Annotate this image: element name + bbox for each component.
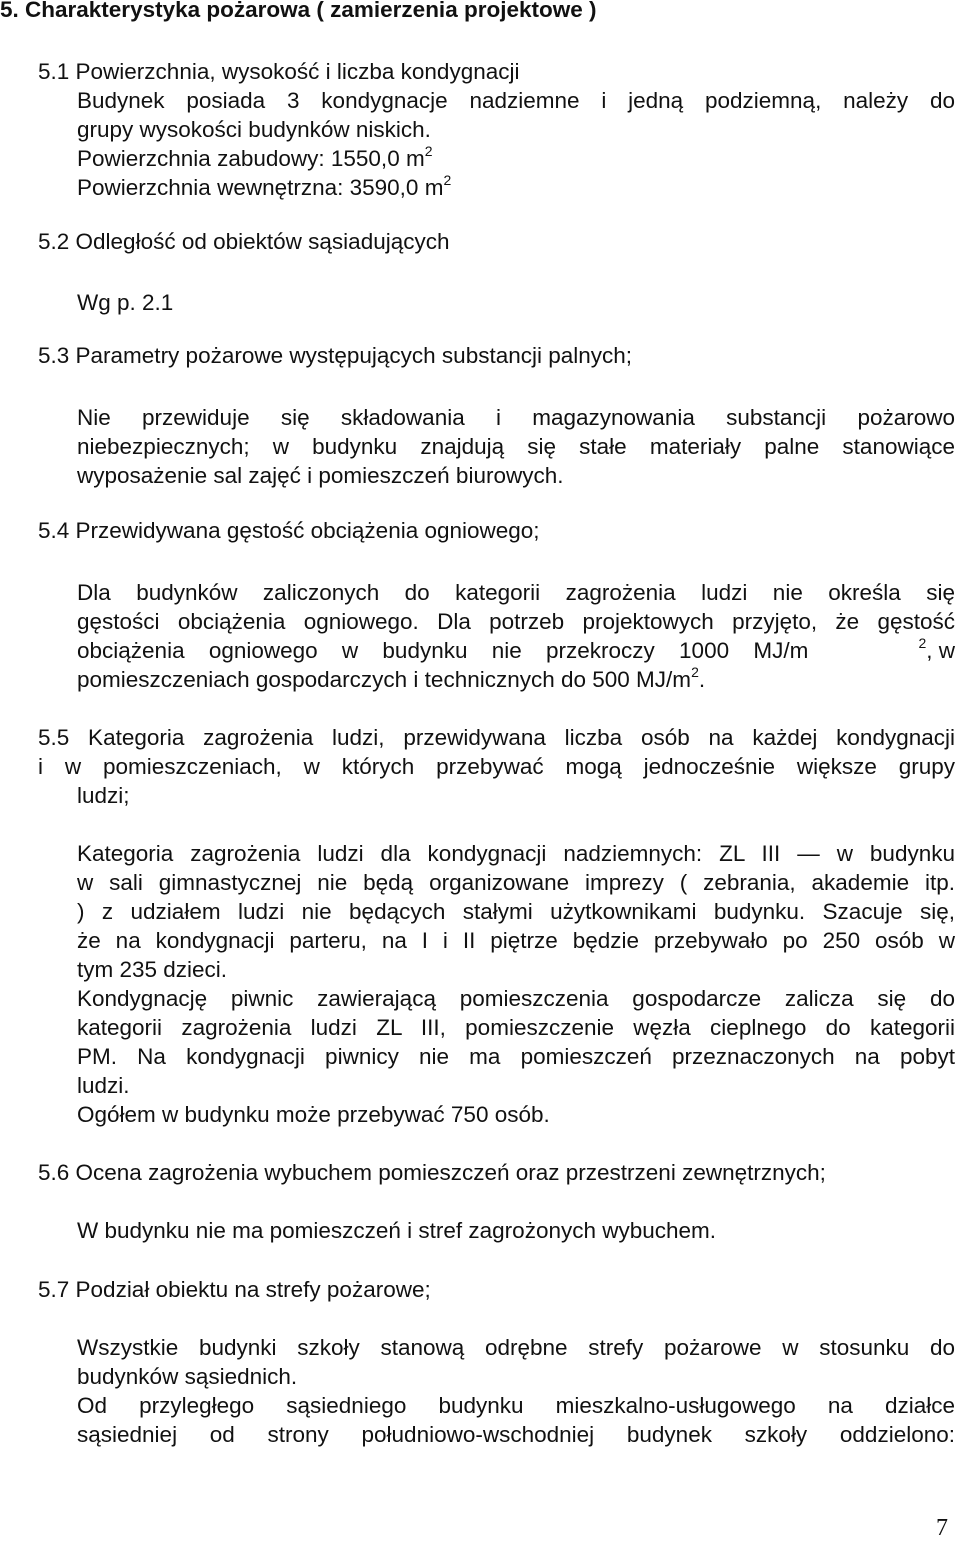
- section-5-7-line: sąsiedniej od strony południowo-wschodniej budynek szkoły oddzielono:: [77, 1422, 955, 1447]
- section-5-4-line: Dla budynków zaliczonych do kategorii zagrożenia ludzi nie określa się: [77, 580, 955, 605]
- section-5-7-title: 5.7 Podział obiektu na strefy pożarowe;: [38, 1277, 431, 1302]
- section-5-5-line: tym 235 dzieci.: [77, 957, 228, 982]
- section-5-7-line: Od przyległego sąsiedniego budynku mieszkalno-usługowego na działce: [77, 1393, 955, 1418]
- section-5-3-title: 5.3 Parametry pożarowe występujących substancji palnych;: [38, 343, 633, 368]
- section-5-1-title: 5.1 Powierzchnia, wysokość i liczba kondygnacji: [38, 59, 520, 84]
- section-5-5-line: ) z udziałem ludzi nie będących stałymi użytkownikami budynku. Szacuje się,: [77, 899, 955, 924]
- fire-load-line: obciążenia ogniowego w budynku nie przekroczy 1000 MJ/m $^2$, w: [77, 634, 955, 663]
- fire-load-line-2: pomieszczeniach gospodarczych i technicznych do 500 $MJ/m^2$.: [77, 663, 706, 692]
- section-5-3-line: wyposażenie sal zajęć i pomieszczeń biurowych.: [77, 463, 564, 488]
- section-5-4-line: gęstości obciążenia ogniowego. Dla potrzeb projektowych przyjęto, że gęstość: [77, 609, 955, 634]
- section-5-6-line: W budynku nie ma pomieszczeń i stref zagrożonych wybuchem.: [77, 1218, 717, 1243]
- section-5-7-line: budynków sąsiednich.: [77, 1364, 298, 1389]
- section-5-5-line: PM. Na kondygnacji piwnicy nie ma pomieszczeń przeznaczonych na pobyt: [77, 1044, 955, 1069]
- section-5-2-title: 5.2 Odległość od obiektów sąsiadujących: [38, 229, 450, 254]
- section-5-5-line: kategorii zagrożenia ludzi ZL III, pomieszczenie węzła cieplnego do kategorii: [77, 1015, 955, 1040]
- section-5-5-title: i w pomieszczeniach, w których przebywać mogą jednocześnie większe grupy: [38, 754, 955, 779]
- section-5-5-line: w sali gimnastycznej nie będą organizowane imprezy ( zebrania, akademie itp.: [77, 870, 955, 895]
- section-5-5-line: ludzi.: [77, 1073, 130, 1098]
- built-area-line: Powierzchnia zabudowy: 1550,0 $m^2$: [77, 142, 433, 171]
- section-5-1-line: grupy wysokości budynków niskich.: [77, 117, 431, 142]
- section-5-3-line: niebezpiecznych; w budynku znajdują się stałe materiały palne stanowiące: [77, 434, 955, 459]
- section-5-7-line: Wszystkie budynki szkoły stanową odrębne strefy pożarowe w stosunku do: [77, 1335, 955, 1360]
- page-heading: 5. Charakterystyka pożarowa ( zamierzenia projektowe ): [0, 0, 597, 22]
- section-5-5-line: że na kondygnacji parteru, na I i II piętrze będzie przebywało po 250 osób w: [77, 928, 955, 953]
- section-5-4-title: 5.4 Przewidywana gęstość obciążenia ogniowego;: [38, 518, 540, 543]
- section-5-5-title: 5.5 Kategoria zagrożenia ludzi, przewidywana liczba osób na każdej kondygnacji: [38, 725, 955, 750]
- section-5-3-line: Nie przewiduje się składowania i magazynowania substancji pożarowo: [77, 405, 955, 430]
- page-number: 7: [936, 1515, 948, 1541]
- section-5-6-title: 5.6 Ocena zagrożenia wybuchem pomieszczeń oraz przestrzeni zewnętrznych;: [38, 1160, 826, 1185]
- section-5-2-line: Wg p. 2.1: [77, 290, 174, 315]
- section-5-5-line: Kondygnację piwnic zawierającą pomieszczenia gospodarcze zalicza się do: [77, 986, 955, 1011]
- internal-area-line: Powierzchnia wewnętrzna: 3590,0 $m^2$: [77, 171, 452, 200]
- section-5-5-title: ludzi;: [77, 783, 130, 808]
- occupancy-total: Ogółem w budynku może przebywać 750 osób.: [77, 1102, 550, 1127]
- section-5-5-line: Kategoria zagrożenia ludzi dla kondygnacji nadziemnych: ZL III — w budynku: [77, 841, 955, 866]
- section-5-1-line: Budynek posiada 3 kondygnacje nadziemne i jedną podziemną, należy do: [77, 88, 955, 113]
